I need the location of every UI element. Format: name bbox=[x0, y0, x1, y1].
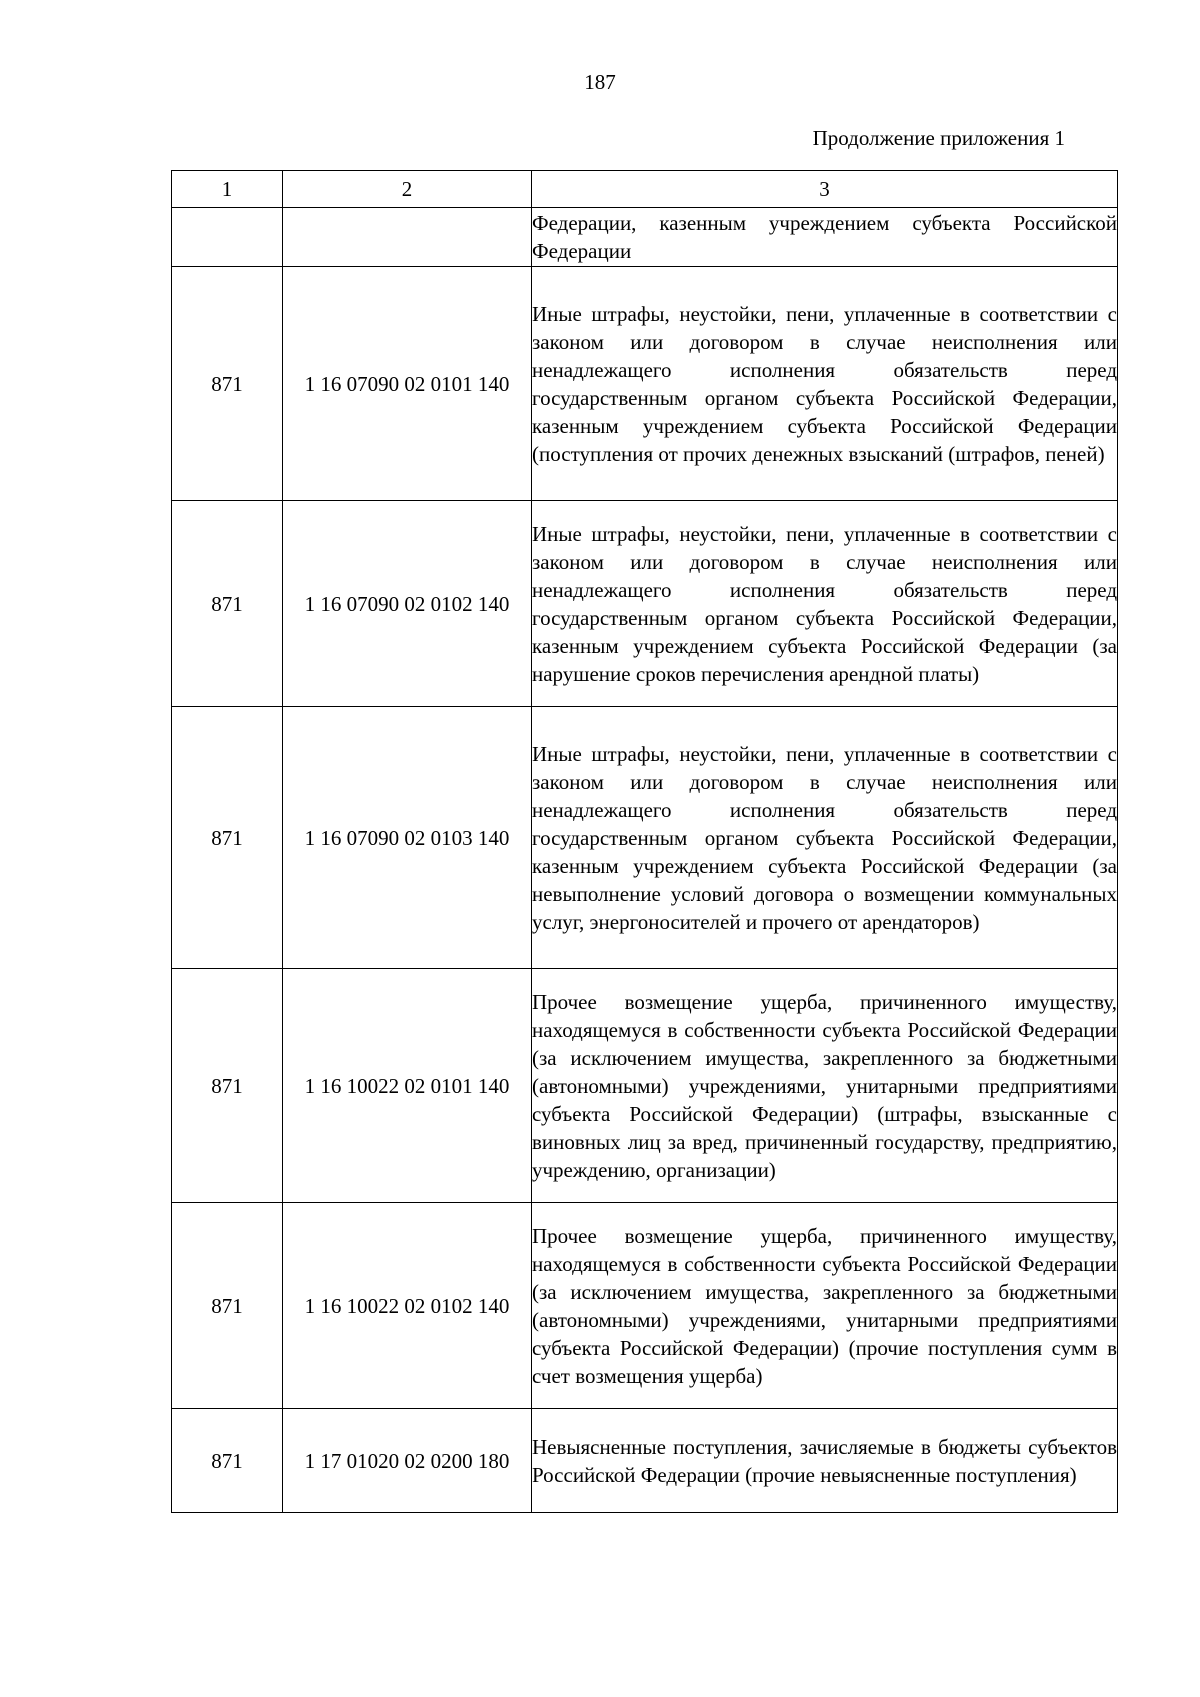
continuation-label: Продолжение приложения 1 bbox=[812, 126, 1065, 150]
table-row bbox=[172, 969, 1118, 1203]
column-header-2: 2 bbox=[283, 171, 532, 208]
column-header-3: 3 bbox=[532, 171, 1118, 208]
table-row bbox=[172, 267, 1118, 501]
table-row bbox=[172, 501, 1118, 707]
kbk-code-cell: 1 16 10022 02 0102 140 bbox=[283, 1203, 532, 1409]
description-cell: Федерации, казенным учреждением субъекта Российской Федерации bbox=[532, 208, 1118, 267]
table-row bbox=[172, 707, 1118, 969]
kbk-code-cell: 1 16 07090 02 0102 140 bbox=[283, 501, 532, 707]
table-row bbox=[172, 208, 1118, 267]
admin-code-cell bbox=[172, 208, 283, 267]
table-row bbox=[172, 1203, 1118, 1409]
kbk-code-cell bbox=[283, 208, 532, 267]
table-header-row bbox=[172, 171, 1118, 208]
description-cell: Прочее возмещение ущерба, причиненного имуществу, находящемуся в собственности субъекта Российской Федерации (за исключением имущества, закрепленного за бюджетными (автономными) учреждениями, унитарными предприятиями субъекта Российской Федерации) (штрафы, взысканные с виновных лиц за вред, причиненный государству, предприятию, учреждению, организации) bbox=[532, 969, 1118, 1203]
kbk-code-cell: 1 16 10022 02 0101 140 bbox=[283, 969, 532, 1203]
kbk-code-cell: 1 16 07090 02 0101 140 bbox=[283, 267, 532, 501]
description-cell: Невыясненные поступления, зачисляемые в бюджеты субъектов Российской Федерации (прочие невыясненные поступления) bbox=[532, 1409, 1118, 1513]
description-cell: Прочее возмещение ущерба, причиненного имуществу, находящемуся в собственности субъекта Российской Федерации (за исключением имущества, закрепленного за бюджетными (автономными) учреждениями, унитарными предприятиями субъекта Российской Федерации) (прочие поступления сумм в счет возмещения ущерба) bbox=[532, 1203, 1118, 1409]
admin-code-cell: 871 bbox=[172, 1409, 283, 1513]
admin-code-cell: 871 bbox=[172, 707, 283, 969]
revenue-codes-table bbox=[171, 170, 1118, 1513]
kbk-code-cell: 1 17 01020 02 0200 180 bbox=[283, 1409, 532, 1513]
description-cell: Иные штрафы, неустойки, пени, уплаченные в соответствии с законом или договором в случае неисполнения или ненадлежащего исполнения обязательств перед государственным органом субъекта Российской Федерации, казенным учреждением субъекта Российской Федерации (поступления от прочих денежных взысканий (штрафов, пеней) bbox=[532, 267, 1118, 501]
description-cell: Иные штрафы, неустойки, пени, уплаченные в соответствии с законом или договором в случае неисполнения или ненадлежащего исполнения обязательств перед государственным органом субъекта Российской Федерации, казенным учреждением субъекта Российской Федерации (за нарушение сроков перечисления арендной платы) bbox=[532, 501, 1118, 707]
table-row bbox=[172, 1409, 1118, 1513]
admin-code-cell: 871 bbox=[172, 501, 283, 707]
page-number: 187 bbox=[584, 70, 616, 94]
kbk-code-cell: 1 16 07090 02 0103 140 bbox=[283, 707, 532, 969]
description-cell: Иные штрафы, неустойки, пени, уплаченные в соответствии с законом или договором в случае неисполнения или ненадлежащего исполнения обязательств перед государственным органом субъекта Российской Федерации, казенным учреждением субъекта Российской Федерации (за невыполнение условий договора о возмещении коммунальных услуг, энергоносителей и прочего от арендаторов) bbox=[532, 707, 1118, 969]
admin-code-cell: 871 bbox=[172, 267, 283, 501]
admin-code-cell: 871 bbox=[172, 969, 283, 1203]
column-header-1: 1 bbox=[172, 171, 283, 208]
admin-code-cell: 871 bbox=[172, 1203, 283, 1409]
